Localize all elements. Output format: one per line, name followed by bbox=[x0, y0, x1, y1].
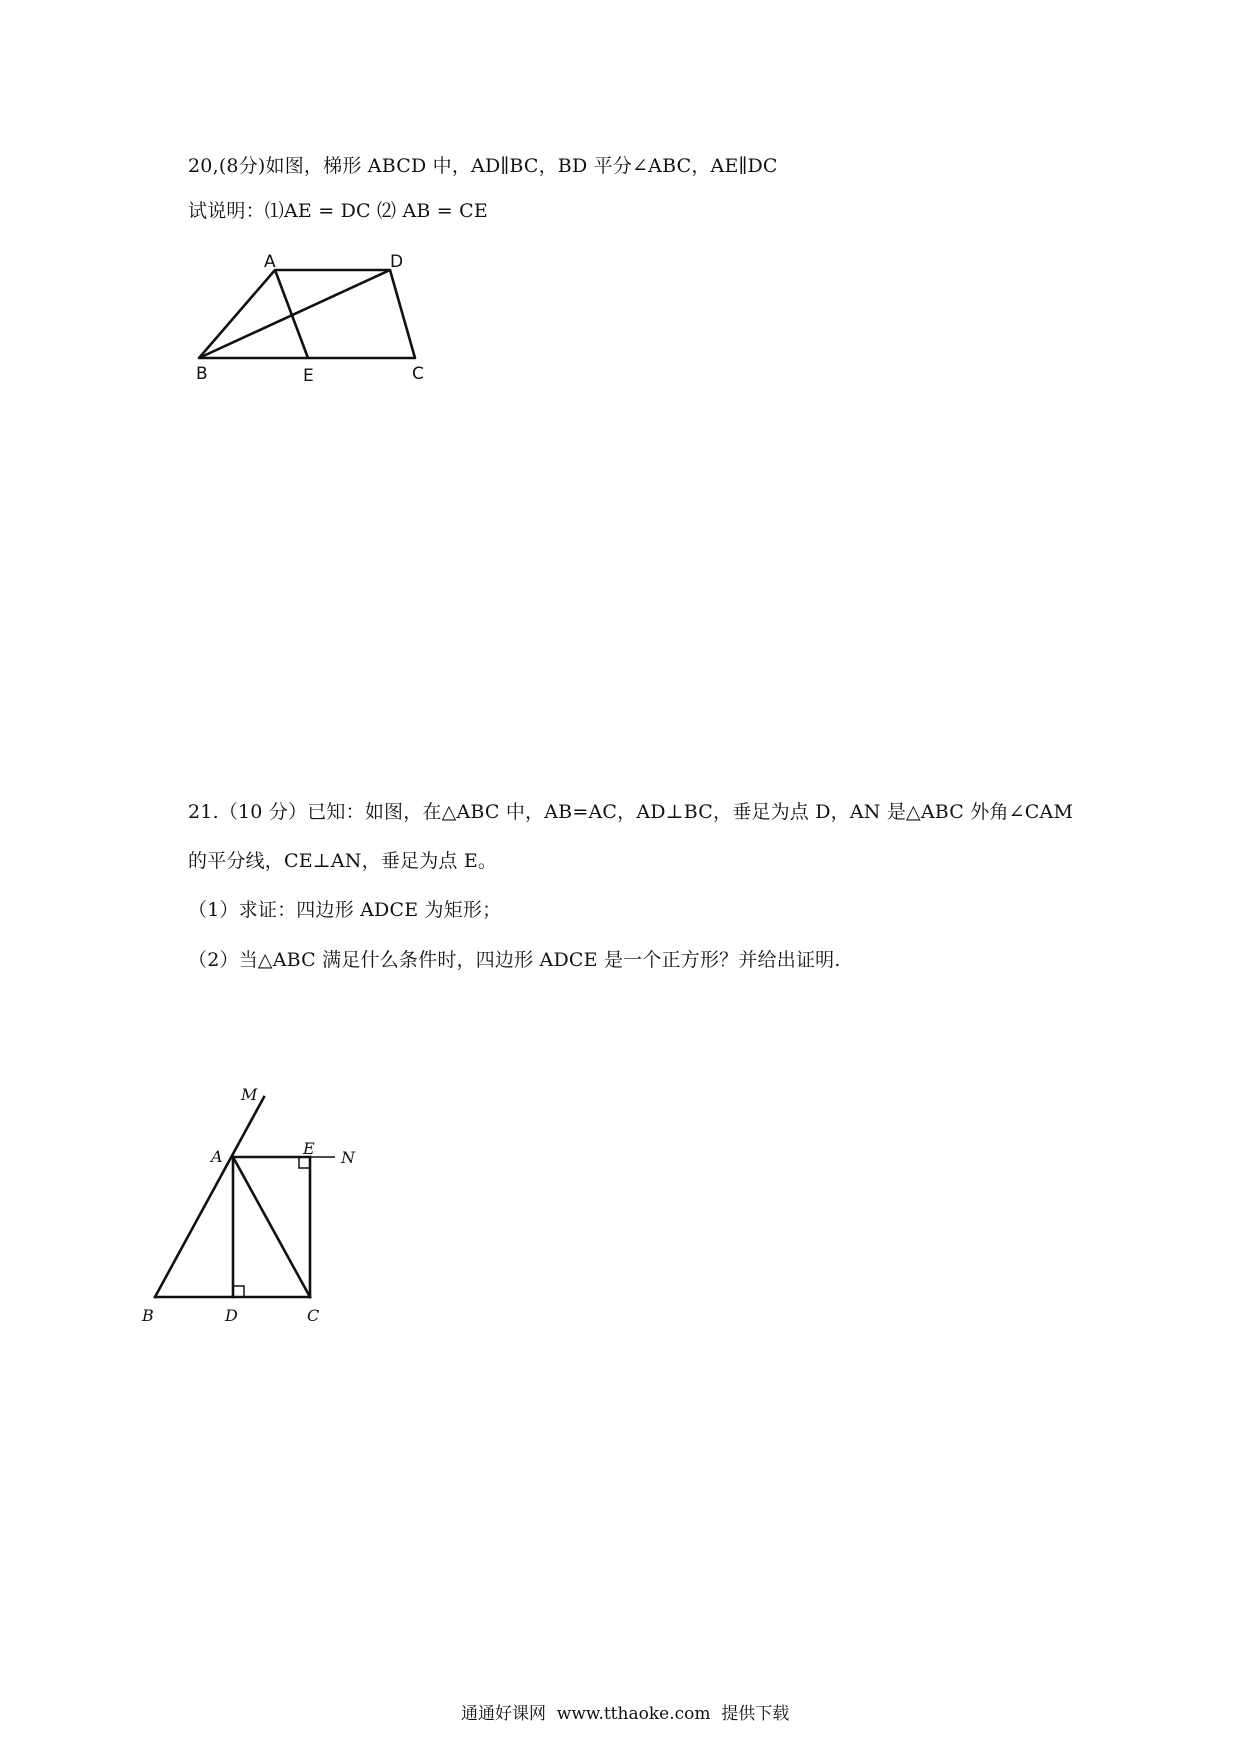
label-e: E bbox=[303, 366, 314, 386]
trapezoid-abcd bbox=[199, 270, 415, 358]
q21-statement-part2: 的平分线，CE⊥AN，垂足为点 E。 bbox=[188, 850, 498, 872]
segment-ae bbox=[275, 270, 308, 358]
q21-subquestion-2: （2）当△ABC 满足什么条件时，四边形 ADCE 是一个正方形？并给出证明. bbox=[188, 949, 841, 971]
label-n: N bbox=[341, 1148, 355, 1167]
label-e: E bbox=[303, 1139, 315, 1158]
label-c: C bbox=[307, 1306, 320, 1325]
footer-source: 通通好课网 www.tthaoke.com 提供下载 bbox=[461, 1704, 790, 1724]
right-angle-mark-d bbox=[233, 1286, 244, 1297]
label-c: C bbox=[412, 364, 424, 384]
label-m: M bbox=[241, 1085, 258, 1104]
right-angle-mark-e bbox=[299, 1157, 310, 1168]
q21-subquestion-1: （1）求证：四边形 ADCE 为矩形； bbox=[188, 899, 502, 921]
q21-triangle-figure bbox=[135, 1085, 375, 1330]
label-b: B bbox=[142, 1306, 154, 1325]
ray-bm bbox=[155, 1097, 264, 1297]
label-b: B bbox=[196, 364, 208, 384]
q21-statement-part1: 21.（10 分）已知：如图，在△ABC 中，AB=AC，AD⊥BC，垂足为点 D，AN 是△ABC 外角∠CAM bbox=[188, 801, 1074, 823]
segment-ac bbox=[233, 1157, 310, 1297]
q20-statement: 20,(8分)如图，梯形 ABCD 中，AD∥BC，BD 平分∠ABC，AE∥DC bbox=[188, 155, 778, 177]
label-d: D bbox=[225, 1306, 238, 1325]
label-d: D bbox=[390, 252, 404, 272]
segment-bd bbox=[199, 270, 390, 358]
q20-task: 试说明：⑴AE = DC ⑵ AB = CE bbox=[188, 200, 488, 222]
label-a: A bbox=[264, 252, 276, 272]
label-a: A bbox=[211, 1147, 223, 1166]
q20-trapezoid-figure bbox=[190, 250, 440, 385]
